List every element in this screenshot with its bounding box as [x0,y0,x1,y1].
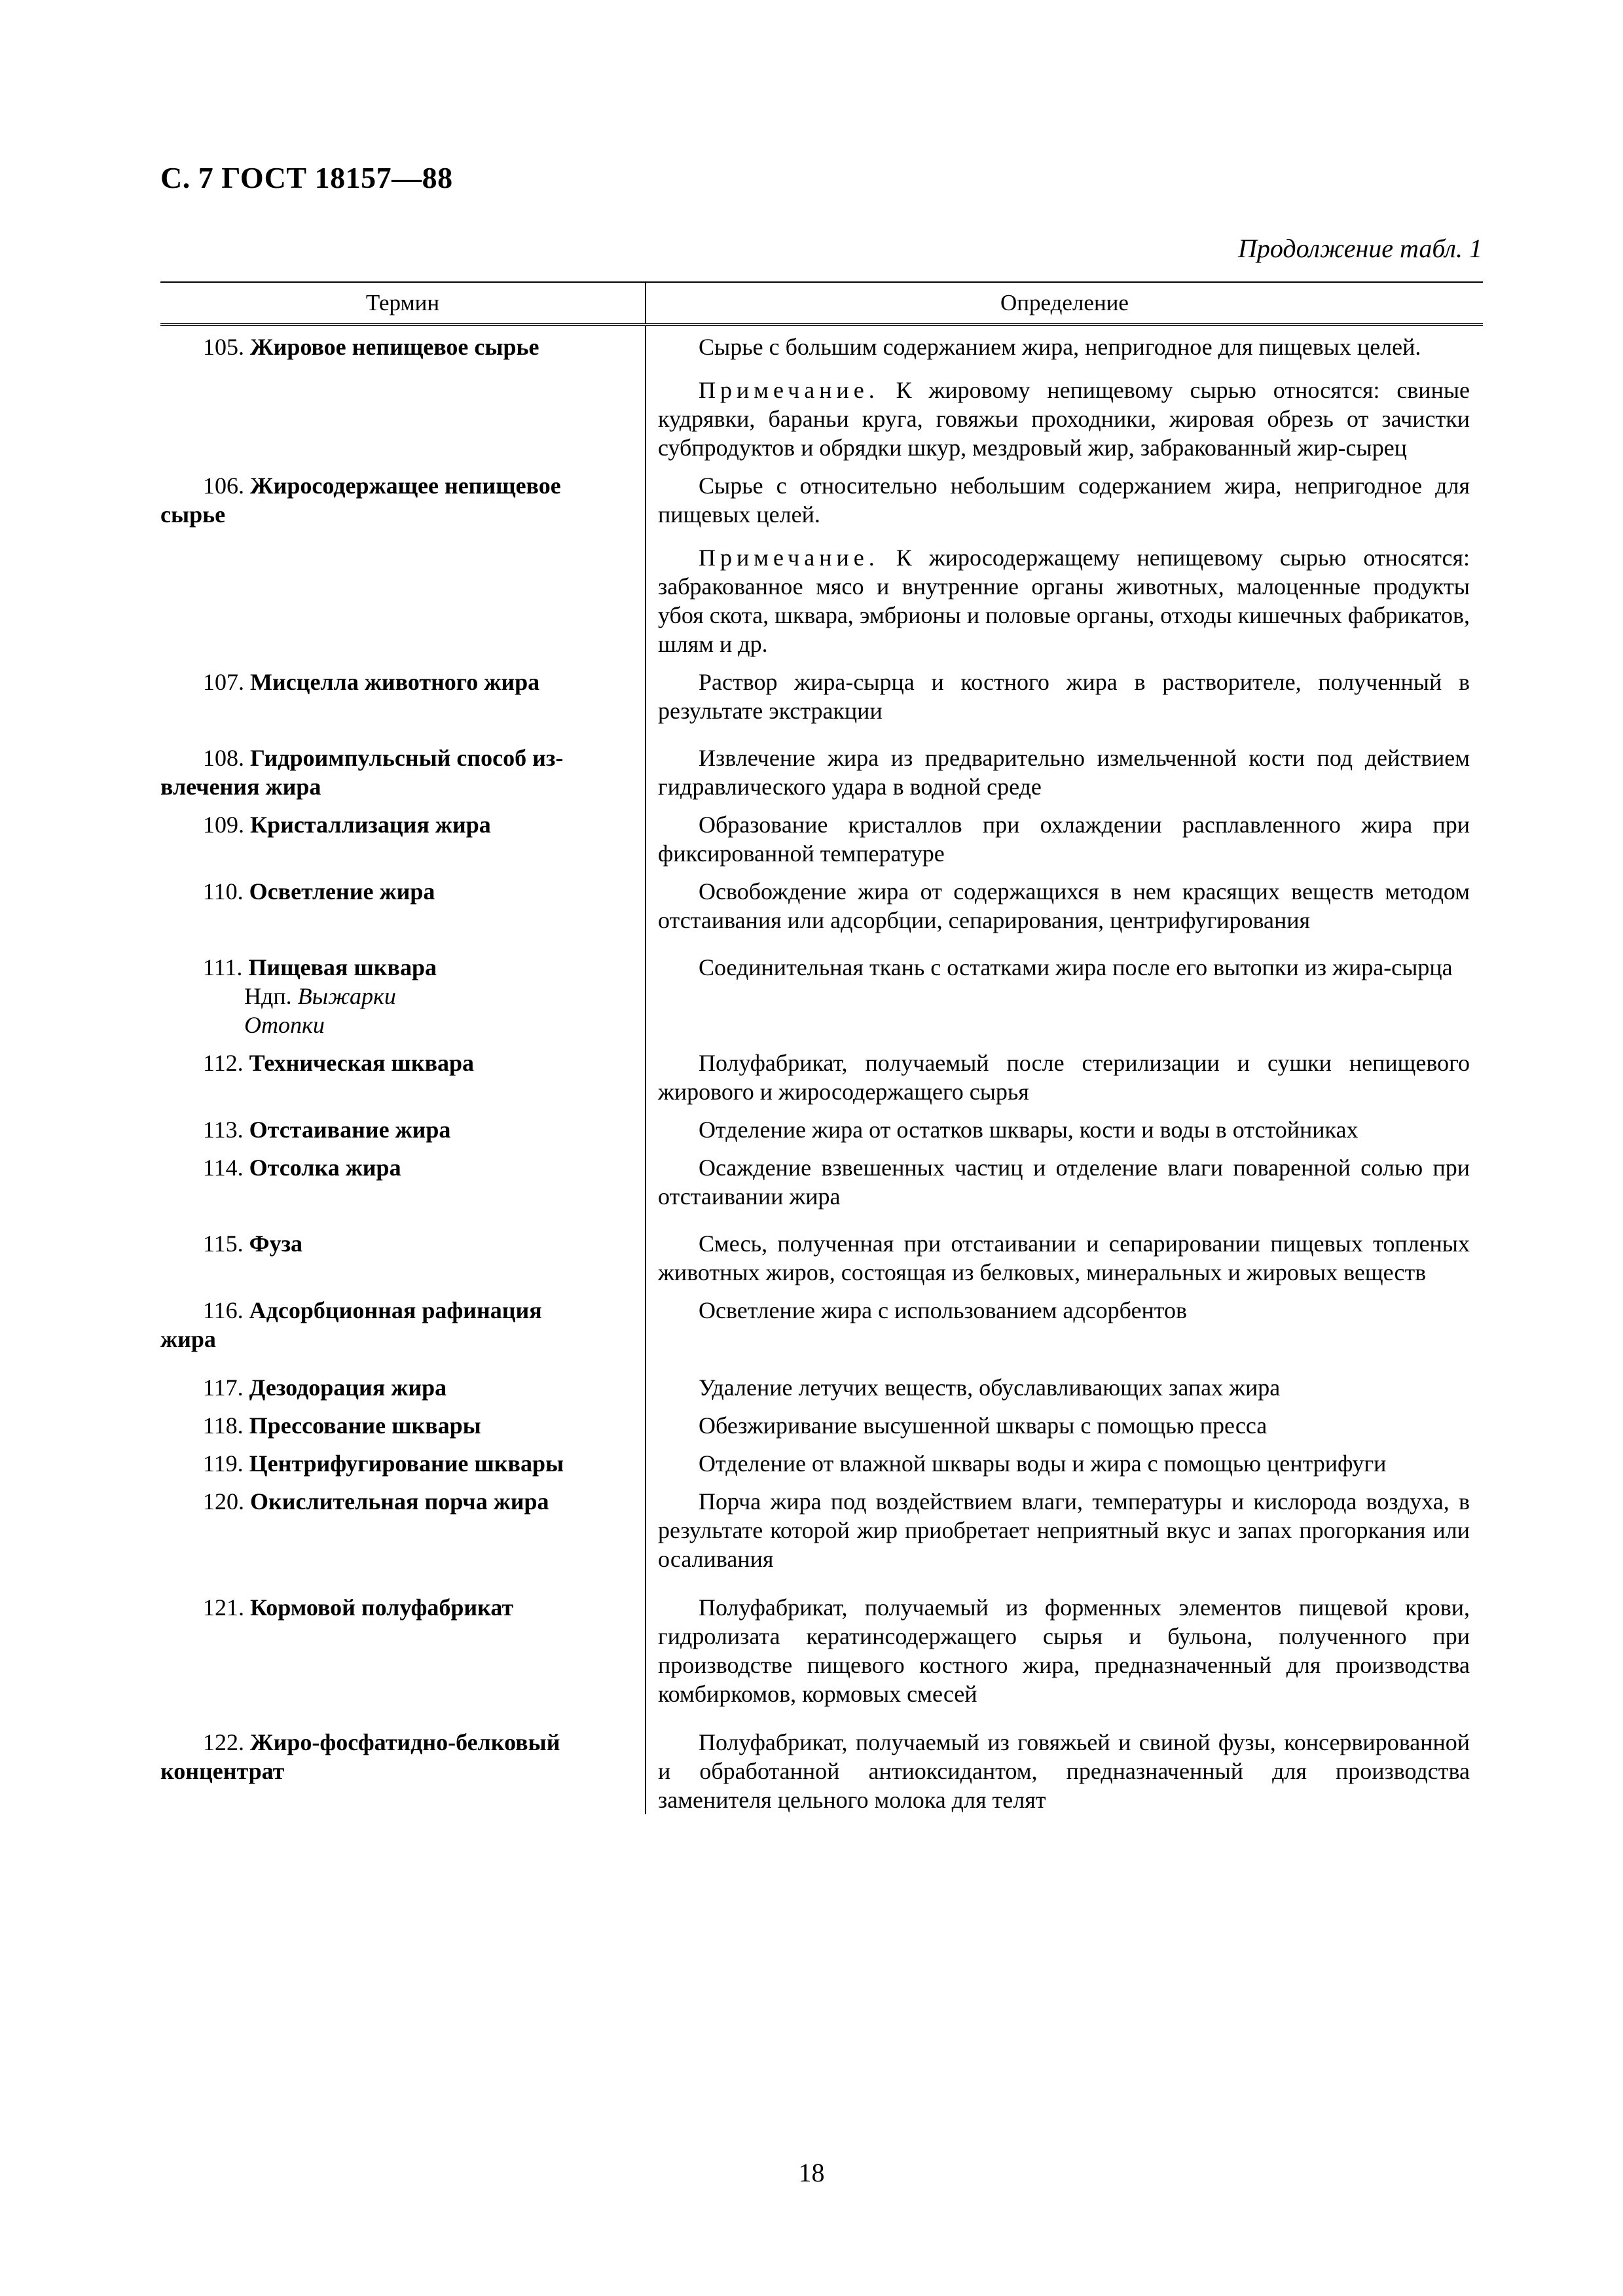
term-name: Техническая шквара [249,1050,475,1076]
term-line [160,1296,632,1325]
term-number: 112. [203,1050,244,1076]
table-row [160,870,1483,946]
term-name: Жировое непищевое сырье [250,334,539,360]
definition-cell [645,737,1483,801]
definition-text: Полуфабрикат, получаемый из форменных элементов пищевой крови, гидролизата кератинсодержащего сырья и бульона, полученного при производстве пищевого костного жира, предназначенный для производства комбиркомов, кормовых смесей [658,1594,1470,1707]
term-cell [160,1147,645,1211]
term-number: 121. [203,1594,244,1621]
table-row [160,661,1483,737]
definition-note [658,376,1470,462]
deprecated-term: Выжарки [297,983,396,1009]
term-number: 106. [203,473,244,499]
definition-text: Освобождение жира от содержащихся в нем красящих веществ методом отстаивания или адсорбции, сепарирования, центрифугирования [658,878,1470,933]
definition-cell [645,1367,1483,1402]
term-name: Пищевая шквара [248,954,437,980]
term-number: 111. [203,954,243,980]
term-line [160,744,632,772]
definition-text: Раствор жира-сырца и костного жира в растворителе, полученный в результате экстракции [658,669,1470,724]
term-number: 107. [203,669,244,695]
table-body [160,326,1483,1814]
definition-cell [645,1109,1483,1144]
term-cell [160,737,645,801]
term-line [160,1449,632,1478]
term-number: 120. [203,1488,244,1515]
table-row [160,1147,1483,1223]
definition-text: Осветление жира с использованием адсорбентов [699,1297,1187,1323]
term-number: 108. [203,745,244,771]
table-continuation-label: Продолжение табл. 1 [1237,234,1482,263]
term-name: Кристаллизация жира [250,812,491,838]
term-name: Жиросодержащее непищевое [250,473,561,499]
term-cell [160,1721,645,1814]
term-line [160,1593,632,1622]
note-text: К жиросодержащему непищевому сырью относятся: забракованное мясо и внутренние органы животных, малоценные продукты убоя скота, шквара, эмбрионы и половые органы, отходы кишечных фабрикатов, шлям и др. [658,545,1470,657]
definition-cell [645,1587,1483,1708]
definition-note [658,543,1470,658]
term-cell [160,804,645,868]
term-name: Фуза [249,1230,303,1257]
term-name: Кормовой полуфабрикат [250,1594,514,1621]
term-name-continued-text: концентрат [160,1758,285,1784]
term-number: 113. [203,1117,244,1143]
term-number: 114. [203,1155,244,1181]
table-row [160,465,1483,661]
table-row [160,1587,1483,1721]
term-number: 118. [203,1412,244,1439]
definition-cell [645,1405,1483,1440]
table-row [160,946,1483,1042]
term-number: 122. [203,1729,244,1755]
table-row [160,1109,1483,1147]
term-number: 117. [203,1374,244,1401]
page-header: С. 7 ГОСТ 18157—88 [160,161,453,194]
definition-text: Отделение от влажной шквары воды и жира с помощью центрифуги [699,1450,1387,1477]
term-cell [160,1367,645,1402]
term-cell [160,946,645,1039]
definition-text: Извлечение жира из предварительно измельченной кости под действием гидравлического удара в водной среде [658,745,1470,800]
term-line [160,471,632,500]
column-header-definition: Определение [1000,290,1129,315]
definition-text: Сырье с большим содержанием жира, непригодное для пищевых целей. [699,334,1421,360]
term-cell [160,1587,645,1708]
definition-text: Полуфабрикат, получаемый после стерилизации и сушки непищевого жирового и жиросодержащего сырья [658,1050,1470,1105]
term-line [160,1728,632,1757]
term-name: Прессование шквары [249,1412,481,1439]
term-cell [160,1443,645,1478]
table-header [160,281,1483,326]
term-name: Отстаивание жира [249,1117,451,1143]
definition-cell [645,1480,1483,1573]
definition-text: Порча жира под воздействием влаги, температуры и кислорода воздуха, в результате которой жир приобретает неприятный вкус и запах прогоркания или осаливания [658,1488,1470,1572]
definition-cell [645,1443,1483,1478]
definition-cell [645,946,1483,1039]
term-line [160,1229,632,1258]
term-line [160,877,632,906]
term-cell [160,1109,645,1144]
term-name-continued [160,1325,632,1354]
deprecated-label: Ндп. [244,983,292,1009]
definition-text: Образование кристаллов при охлаждении расплавленного жира при фиксированной температуре [658,812,1470,867]
definition-cell [645,870,1483,935]
term-cell [160,1405,645,1440]
definition-cell [645,1721,1483,1814]
table-row [160,1480,1483,1587]
definition-text: Соединительная ткань с остатками жира после его вытопки из жира-сырца [699,954,1453,980]
definition-cell [645,326,1483,462]
term-cell [160,661,645,725]
definition-text: Обезжиривание высушенной шквары с помощью пресса [699,1412,1267,1439]
term-name: Дезодорация жира [249,1374,447,1401]
term-name-continued [160,500,632,529]
table-row [160,1721,1483,1814]
term-cell [160,870,645,935]
term-number: 109. [203,812,244,838]
term-line [160,668,632,696]
term-line [160,953,632,982]
term-line [160,1373,632,1402]
term-cell [160,326,645,462]
term-name: Жиро-фосфатидно-белковый [250,1729,560,1755]
definition-cell [645,1223,1483,1287]
table-row [160,1367,1483,1405]
term-cell [160,1223,645,1287]
term-name-continued-text: сырье [160,501,226,528]
term-line [160,1153,632,1182]
term-number: 116. [203,1297,244,1323]
note-label: Примечание. [699,545,879,571]
term-name: Окислительная порча жира [250,1488,549,1515]
table-row [160,1405,1483,1443]
term-cell [160,465,645,658]
term-number: 110. [203,878,244,905]
term-cell [160,1042,645,1106]
deprecated-synonyms [160,1011,632,1039]
table-row [160,1042,1483,1109]
table-row [160,804,1483,870]
terms-table [160,281,1483,1814]
page-number: 18 [798,2158,825,2187]
term-name: Осветление жира [249,878,435,905]
term-line [160,1049,632,1077]
definition-cell [645,1289,1483,1354]
term-number: 115. [203,1230,244,1257]
definition-text: Удаление летучих веществ, обуславливающих запах жира [699,1374,1281,1401]
table-row [160,1223,1483,1289]
note-label: Примечание. [699,377,879,403]
term-name: Мисцелла животного жира [250,669,540,695]
table-row [160,326,1483,465]
term-number: 119. [203,1450,244,1477]
deprecated-synonyms [160,982,632,1011]
definition-text: Полуфабрикат, получаемый из говяжьей и свиной фузы, консервированной и обработанной антиоксидантом, предназначенный для производства заменителя цельного молока для телят [658,1729,1470,1813]
term-line [160,810,632,839]
definition-cell [645,1042,1483,1106]
term-name: Отсолка жира [249,1155,401,1181]
term-line [160,332,632,361]
term-name-continued-text: влечения жира [160,774,321,800]
term-name: Адсорбционная рафинация [249,1297,542,1323]
definition-text: Осаждение взвешенных частиц и отделение влаги поваренной солью при отстаивании жира [658,1155,1470,1210]
definition-text: Смесь, полученная при отстаивании и сепарировании пищевых топленых животных жиров, состоящая из белковых, минеральных и жировых веществ [658,1230,1470,1285]
column-header-term: Термин [160,283,646,323]
table-row [160,1443,1483,1480]
term-line [160,1411,632,1440]
term-name-continued-text: жира [160,1326,216,1352]
note-text: К жировому непищевому сырью относятся: свиные кудрявки, бараньи круга, говяжьи проходники, жировая обрезь от зачистки субпродуктов и обрядки шкур, мездровый жир, забракованный жир-сырец [658,377,1470,461]
term-cell [160,1289,645,1354]
definition-cell [645,465,1483,658]
table-row [160,737,1483,804]
definition-text: Сырье с относительно небольшим содержанием жира, непригодное для пищевых целей. [658,473,1470,528]
term-line [160,1487,632,1516]
definition-cell [645,661,1483,725]
table-row [160,1289,1483,1367]
term-name-continued [160,772,632,801]
term-number: 105. [203,334,244,360]
definition-cell [645,804,1483,868]
definition-cell [645,1147,1483,1211]
term-name: Центрифугирование шквары [249,1450,564,1477]
term-line [160,1115,632,1144]
term-name-continued [160,1757,632,1785]
deprecated-term: Отопки [244,1012,325,1038]
term-cell [160,1480,645,1573]
term-name: Гидроимпульсный способ из- [250,745,564,771]
definition-text: Отделение жира от остатков шквары, кости и воды в отстойниках [699,1117,1359,1143]
